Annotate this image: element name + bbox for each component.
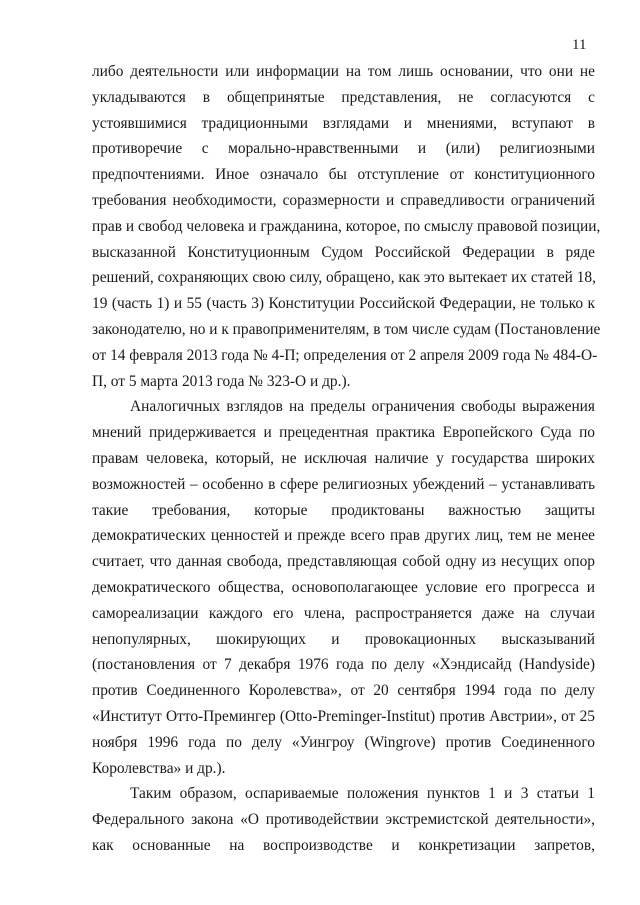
text-line: Королевства» и др.). xyxy=(92,759,226,777)
text-line: считает, что данная свобода, представляющая собой одну из несущих опор xyxy=(92,553,595,571)
text-line: Таким образом, оспариваемые положения пунктов 1 и 3 статьи 1 xyxy=(130,785,595,803)
text-line: либо деятельности или информации на том лишь основании, что они не xyxy=(92,63,595,80)
text-line: укладываются в общепринятые представления, не согласуются с xyxy=(92,88,595,106)
page-number: 11 xyxy=(572,37,587,53)
text-line: законодателю, но и к правоприменителям, в том числе судам (Постановление xyxy=(92,320,601,338)
text-line: П, от 5 марта 2013 года № 323-О и др.). xyxy=(92,372,351,390)
text-line: против Соединенного Королевства», от 20 сентября 1994 года по делу xyxy=(92,682,595,700)
text-line: Федерального закона «О противодействии экстремистской деятельности», xyxy=(92,811,595,829)
text-line: демократических ценностей и прежде всего прав других лиц, тем не менее xyxy=(92,527,595,545)
text-line: (постановления от 7 декабря 1976 года по делу «Хэндисайд (Handyside) xyxy=(92,656,595,674)
text-line: мнений придерживается и прецедентная практика Европейского Суда по xyxy=(92,424,595,442)
text-line: как основанные на воспроизводстве и конкретизации запретов, xyxy=(92,836,595,854)
text-line: от 14 февраля 2013 года № 4-П; определения от 2 апреля 2009 года № 484-О- xyxy=(92,346,598,364)
text-line: непопулярных, шокирующих и провокационных высказываний xyxy=(92,630,595,648)
text-line: устоявшимися традиционными взглядами и мнениями, вступают в xyxy=(92,114,595,132)
text-line: «Институт Отто-Премингер (Otto-Preminger-Institut) против Австрии», от 25 xyxy=(92,707,595,725)
text-line: Аналогичных взглядов на пределы ограничения свободы выражения xyxy=(130,398,595,416)
text-line: требования необходимости, соразмерности и справедливости ограничений xyxy=(92,191,595,209)
text-line: самореализации каждого его члена, распространяется даже на случаи xyxy=(92,604,595,622)
text-line: демократического общества, основополагающее условие его прогресса и xyxy=(92,578,595,596)
text-line: предпочтениями. Иное означало бы отступление от конституционного xyxy=(92,166,595,184)
text-line: 19 (часть 1) и 55 (часть 3) Конституции Российской Федерации, не только к xyxy=(92,295,595,313)
text-line: противоречие с морально-нравственными и (или) религиозными xyxy=(92,140,595,158)
text-line: правам человека, который, не исключая наличие у государства широких xyxy=(92,449,595,467)
text-line: прав и свобод человека и гражданина, которое, по смыслу правовой позиции, xyxy=(92,217,601,235)
text-line: высказанной Конституционным Судом Российской Федерации в ряде xyxy=(92,243,595,261)
text-line: ноября 1996 года по делу «Уингроу (Wingrove) против Соединенного xyxy=(92,733,595,751)
text-line: возможностей – особенно в сфере религиозных убеждений – устанавливать xyxy=(92,475,595,493)
text-line: такие требования, которые продиктованы важностью защиты xyxy=(92,501,595,519)
text-line: решений, сохраняющих свою силу, обращено, как это вытекает их статей 18, xyxy=(92,269,596,287)
body-text xyxy=(92,59,601,859)
